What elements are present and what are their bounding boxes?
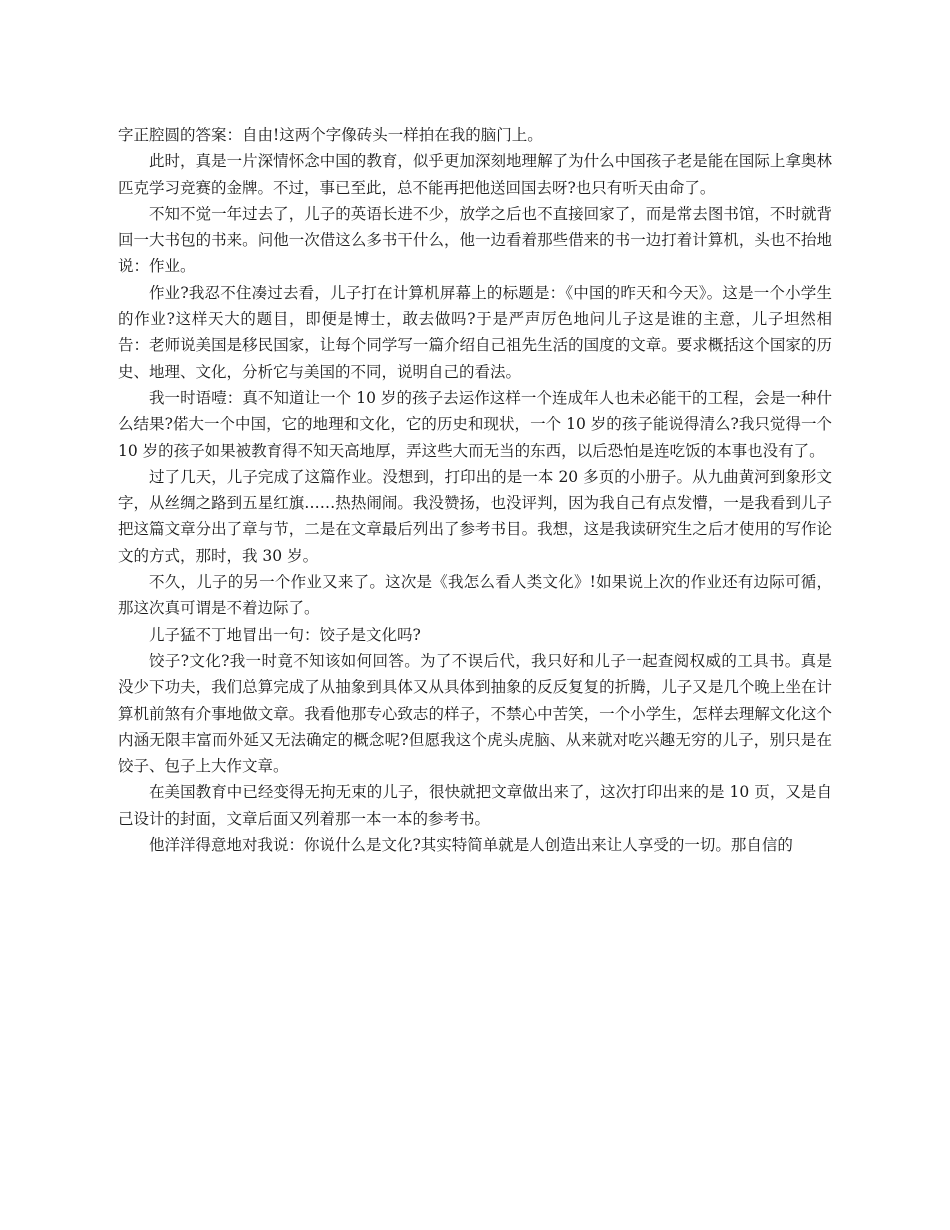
paragraph-3: 不知不觉一年过去了，儿子的英语长进不少，放学之后也不直接回家了，而是常去图书馆，不时就背回一大书包的书来。问他一次借这么多书干什么，他一边看着那些借来的书一边打着计算机，头也不抬地说：作业。 <box>118 204 832 276</box>
paragraph-11: 他洋洋得意地对我说：你说什么是文化?其实特简单就是人创造出来让人享受的一切。那自信的 <box>149 836 793 855</box>
paragraph-1: 字正腔圆的答案：自由!这两个字像砖头一样拍在我的脑门上。 <box>118 126 543 144</box>
paragraph-10: 在美国教育中已经变得无拘无束的儿子，很快就把文章做出来了，这次打印出来的是 10 页，又是自己设计的封面，文章后面又列着那一本一本的参考书。 <box>118 783 832 828</box>
paragraph-7: 不久，儿子的另一个作业又来了。这次是《我怎么看人类文化》!如果说上次的作业还有边际可循，那这次真可谓是不着边际了。 <box>118 573 832 618</box>
paragraph-5: 我一时语噎：真不知道让一个 10 岁的孩子去运作这样一个连成年人也未必能干的工程，会是一种什么结果?偌大一个中国，它的地理和文化，它的历史和现状，一个 10 岁的孩子能说得清么?我只觉得一个 10 岁的孩子如果被教育得不知天高地厚，弄这些大而无当的东西，以后恐怕是连吃饭的本事也没有了。 <box>118 388 832 460</box>
paragraph-2: 此时，真是一片深情怀念中国的教育，似乎更加深刻地理解了为什么中国孩子老是能在国际上拿奥林匹克学习竞赛的金牌。不过，事已至此，总不能再把他送回国去呀?也只有听天由命了。 <box>118 152 832 197</box>
paragraph-6: 过了几天，儿子完成了这篇作业。没想到，打印出的是一本 20 多页的小册子。从九曲黄河到象形文字，从丝绸之路到五星红旗……热热闹闹。我没赞扬，也没评判，因为我自己有点发懵，一是我看到儿子把这篇文章分出了章与节，二是在文章最后列出了参考书目。我想，这是我读研究生之后才使用的写作论文的方式，那时，我 30 岁。 <box>118 467 832 565</box>
paragraph-8: 儿子猛不丁地冒出一句：饺子是文化吗? <box>149 625 421 644</box>
paragraph-4: 作业?我忍不住凑过去看，儿子打在计算机屏幕上的标题是：《中国的昨天和今天》。这是一个小学生的作业?这样天大的题目，即便是博士，敢去做吗?于是严声厉色地问儿子这是谁的主意，儿子坦然相告：老师说美国是移民国家，让每个同学写一篇介绍自己祖先生活的国度的文章。要求概括这个国家的历史、地理、文化，分析它与美国的不同，说明自己的看法。 <box>118 283 832 381</box>
document-page <box>118 122 832 858</box>
paragraph-9: 饺子?文化?我一时竟不知该如何回答。为了不误后代，我只好和儿子一起查阅权威的工具书。真是没少下功夫，我们总算完成了从抽象到具体又从具体到抽象的反反复复的折腾，儿子又是几个晚上坐在计算机前煞有介事地做文章。我看他那专心致志的样子，不禁心中苦笑，一个小学生，怎样去理解文化这个内涵无限丰富而外延又无法确定的概念呢?但愿我这个虎头虎脑、从来就对吃兴趣无穷的儿子，别只是在饺子、包子上大作文章。 <box>118 651 832 776</box>
